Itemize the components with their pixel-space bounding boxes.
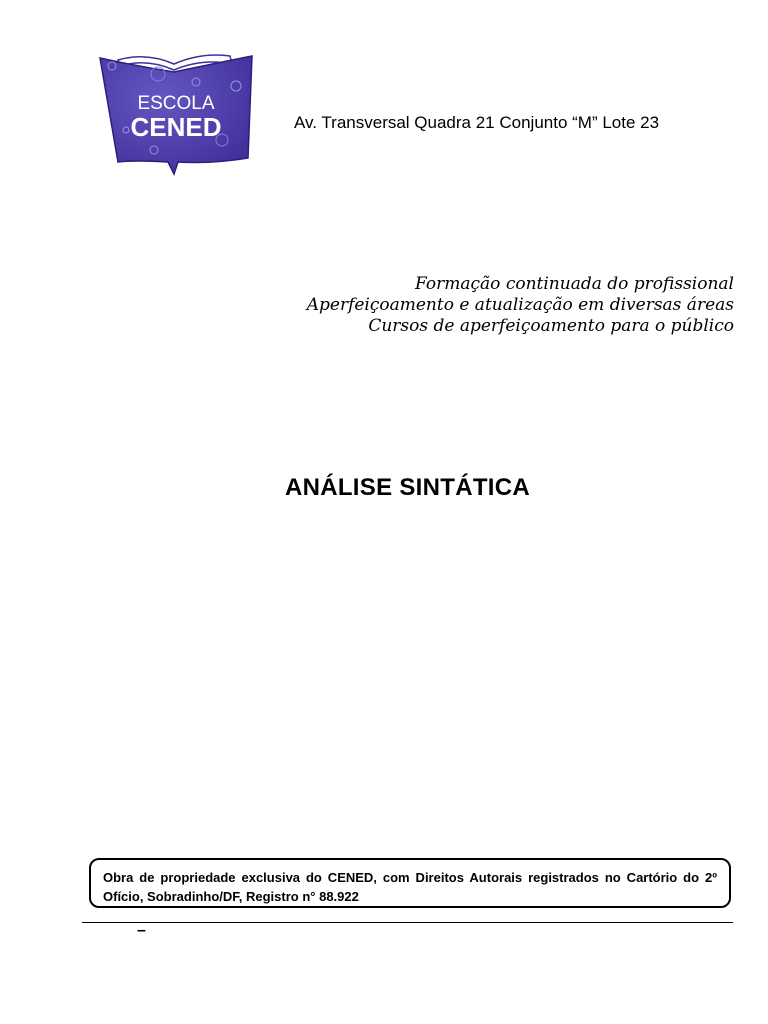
footer-dash: – (137, 922, 146, 939)
school-address: Av. Transversal Quadra 21 Conjunto “M” Lote 23 (294, 113, 660, 132)
tagline-3: Cursos de aperfeiçoamento para o público (368, 316, 734, 336)
copyright-notice: Obra de propriedade exclusiva do CENED, com Direitos Autorais registrados no Cartório do 2º Ofício, Sobradinho/DF, Registro n° 88.922 (89, 858, 731, 908)
tagline-1: Formação continuada do profissional (415, 274, 734, 294)
document-title: ANÁLISE SINTÁTICA (284, 474, 531, 501)
logo-line1: ESCOLA (137, 93, 215, 114)
tagline-2: Aperfeiçoamento e atualização em diversas áreas (306, 295, 734, 315)
taglines (307, 274, 734, 337)
footer-divider (82, 922, 733, 923)
logo-line2: CENED (130, 112, 222, 142)
school-logo (96, 52, 256, 176)
book-logo-icon (96, 52, 256, 176)
